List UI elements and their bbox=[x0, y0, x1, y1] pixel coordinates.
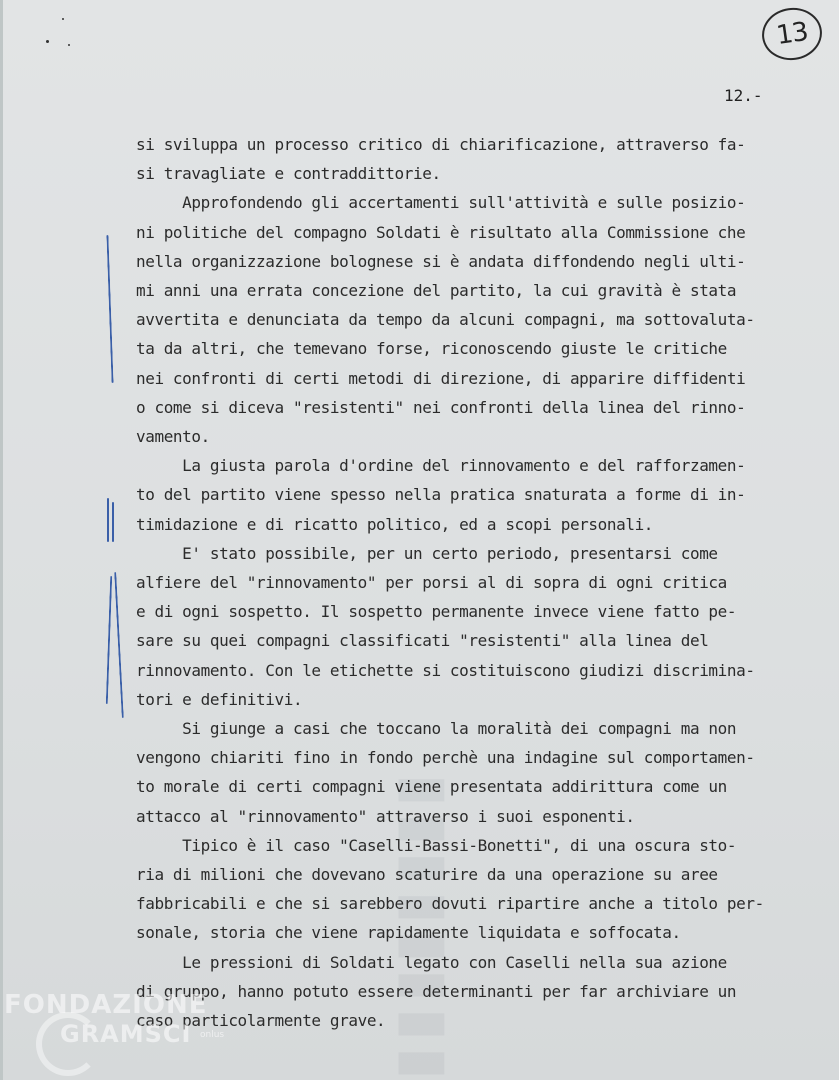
text-line: avvertita e denunciata da tempo da alcuni compagni, ma sottovaluta- bbox=[136, 310, 755, 330]
text-line: alfiere del "rinnovamento" per porsi al di sopra di ogni critica bbox=[136, 573, 727, 593]
text-line: Le pressioni di Soldati legato con Caselli nella sua azione bbox=[136, 952, 727, 972]
text-line: caso particolarmente grave. bbox=[136, 1011, 386, 1031]
text-line: to del partito viene spesso nella pratica snaturata a forme di in- bbox=[136, 485, 746, 505]
text-line: ria di milioni che dovevano scaturire da una operazione su aree bbox=[136, 865, 718, 885]
logo-subtext: onlus bbox=[200, 1030, 225, 1040]
text-line: E' stato possibile, per un certo periodo, presentarsi come bbox=[136, 543, 718, 563]
margin-pen-mark bbox=[106, 576, 112, 704]
text-line: nella organizzazione bolognese si è andata diffondendo negli ulti- bbox=[136, 251, 746, 271]
logo-text-line2: GRAMSCI bbox=[60, 1020, 192, 1048]
text-line: nei confronti di certi metodi di direzione, di apparire diffidenti bbox=[136, 368, 746, 388]
text-line: o come si diceva "resistenti" nei confronti della linea del rinno- bbox=[136, 397, 746, 417]
margin-pen-mark bbox=[114, 572, 124, 718]
margin-pen-mark bbox=[107, 498, 109, 542]
typewritten-body bbox=[136, 130, 816, 1035]
text-line: vengono chiariti fino in fondo perchè una indagine sul comportamen- bbox=[136, 748, 755, 768]
text-line: ta da altri, che temevano forse, riconoscendo giuste le critiche bbox=[136, 339, 727, 359]
margin-pen-mark bbox=[112, 502, 114, 542]
page-number: 12.- bbox=[724, 86, 763, 105]
logo-text-line1: FONDAZIONE bbox=[4, 990, 208, 1020]
text-line: vamento. bbox=[136, 427, 210, 447]
text-line: di gruppo, hanno potuto essere determinanti per far archiviare un bbox=[136, 981, 737, 1001]
text-line: sare su quei compagni classificati "resistenti" alla linea del bbox=[136, 631, 709, 651]
text-line: si travagliate e contraddittorie. bbox=[136, 164, 441, 184]
text-line: tori e definitivi. bbox=[136, 689, 303, 709]
text-line: si sviluppa un processo critico di chiarificazione, attraverso fa- bbox=[136, 135, 746, 154]
text-line: ni politiche del compagno Soldati è risultato alla Commissione che bbox=[136, 222, 746, 242]
text-line: sonale, storia che viene rapidamente liquidata e soffocata. bbox=[136, 923, 681, 943]
text-line: timidazione e di ricatto politico, ed a scopi personali. bbox=[136, 514, 654, 534]
text-line: attacco al "rinnovamento" attraverso i suoi esponenti. bbox=[136, 806, 635, 826]
margin-pen-mark bbox=[106, 235, 113, 383]
text-line: mi anni una errata concezione del partito, la cui gravità è stata bbox=[136, 281, 737, 301]
text-line: to morale di certi compagni viene presentata addirittura come un bbox=[136, 777, 727, 797]
fondazione-gramsci-logo bbox=[4, 990, 208, 1075]
text-line: Si giunge a casi che toccano la moralità dei compagni ma non bbox=[136, 719, 737, 739]
text-line: Tipico è il caso "Caselli-Bassi-Bonetti", di una oscura sto- bbox=[136, 835, 737, 855]
text-line: rinnovamento. Con le etichette si costituiscono giudizi discrimina- bbox=[136, 660, 755, 680]
text-line: Approfondendo gli accertamenti sull'attività e sulle posizio- bbox=[136, 193, 746, 213]
page-edge bbox=[0, 0, 3, 1080]
text-line: fabbricabili e che si sarebbero dovuti ripartire anche a titolo per- bbox=[136, 894, 764, 914]
archive-page-mark: 13 bbox=[759, 4, 826, 64]
archive-watermark: ▮▮▮▮▮▮▮▮ bbox=[382, 767, 452, 1080]
text-line: La giusta parola d'ordine del rinnovamento e del rafforzamen- bbox=[136, 456, 746, 476]
text-line: e di ogni sospetto. Il sospetto permanente invece viene fatto pe- bbox=[136, 602, 737, 622]
